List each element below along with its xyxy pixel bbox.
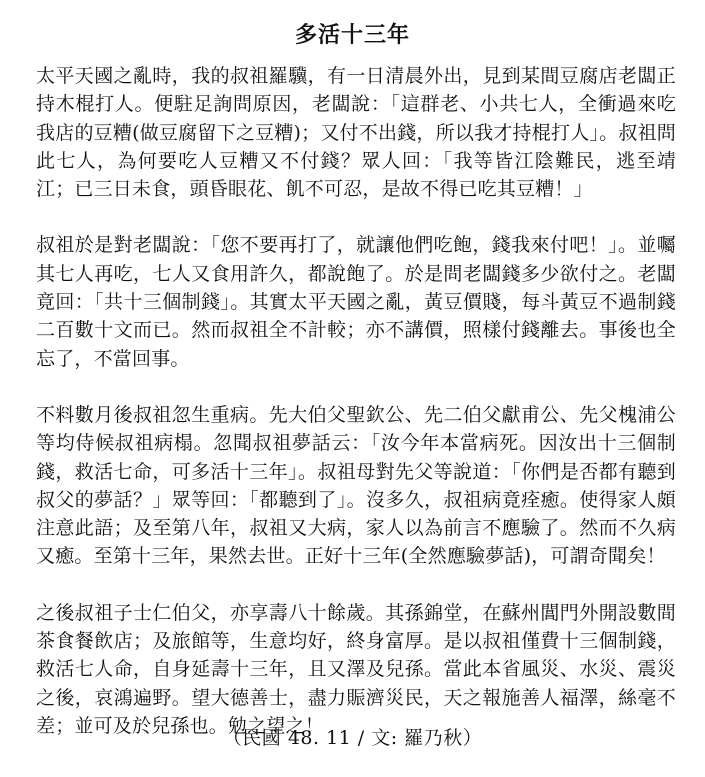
- document-footer: （民國 48. 11 / 文: 羅乃秋）: [222, 727, 483, 749]
- document-title: 多活十三年: [294, 22, 410, 48]
- paragraph-1: 太平天國之亂時，我的叔祖羅驥，有一日清晨外出，見到某間豆腐店老闆正持木棍打人。便駐足詢問原因，老闆說：「這群老、小共七人，全衝過來吃我店的豆糟(做豆腐留下之豆糟)；又付不出錢，所以我才持棍打人」。叔祖問此七人，為何要吃人豆糟又不付錢？眾人回：「我等皆江陰難民，逃至靖江；已三日未食，頭昏眼花、飢不可忍，是故不得已吃其豆糟！」: [36, 65, 676, 201]
- paragraph-2: 叔祖於是對老闆說：「您不要再打了，就讓他們吃飽，錢我來付吧！」。並囑其七人再吃，七人又食用許久，都說飽了。於是問老闆錢多少欲付之。老闆竟回：「共十三個制錢」。其實太平天國之亂，黃豆價賤，每斗黃豆不過制錢二百數十文而已。然而叔祖全不計較；亦不講價，照樣付錢離去。事後也全忘了，不當回事。: [36, 234, 676, 370]
- paragraph-4: 之後叔祖子士仁伯父，亦享壽八十餘歲。其孫錦堂，在蘇州閶門外開設數間茶食餐飲店；及旅館等，生意均好，終身富厚。是以叔祖僅費十三個制錢，救活七人命，自身延壽十三年，且又澤及兒孫。當此本省風災、水災、震災之後，哀鴻遍野。望大德善士，盡力賑濟災民，天之報施善人福澤，絲毫不差；並可及於兒孫也。勉之望之！: [36, 601, 676, 737]
- document-body: [36, 62, 676, 740]
- paragraph-3: 不料數月後叔祖忽生重病。先大伯父聖欽公、先二伯父獻甫公、先父槐浦公等均侍候叔祖病榻。忽聞叔祖夢話云：「汝今年本當病死。因汝出十三個制錢，救活七命，可多活十三年」。叔祖母對先父等說道：「你們是否都有聽到叔父的夢話？」眾等回：「都聽到了」。沒多久，叔祖病竟痊癒。使得家人頗注意此語；及至第八年，叔祖又大病，家人以為前言不應驗了。然而不久病又癒。至第十三年，果然去世。正好十三年(全然應驗夢話)，可謂奇聞矣！: [36, 403, 676, 568]
